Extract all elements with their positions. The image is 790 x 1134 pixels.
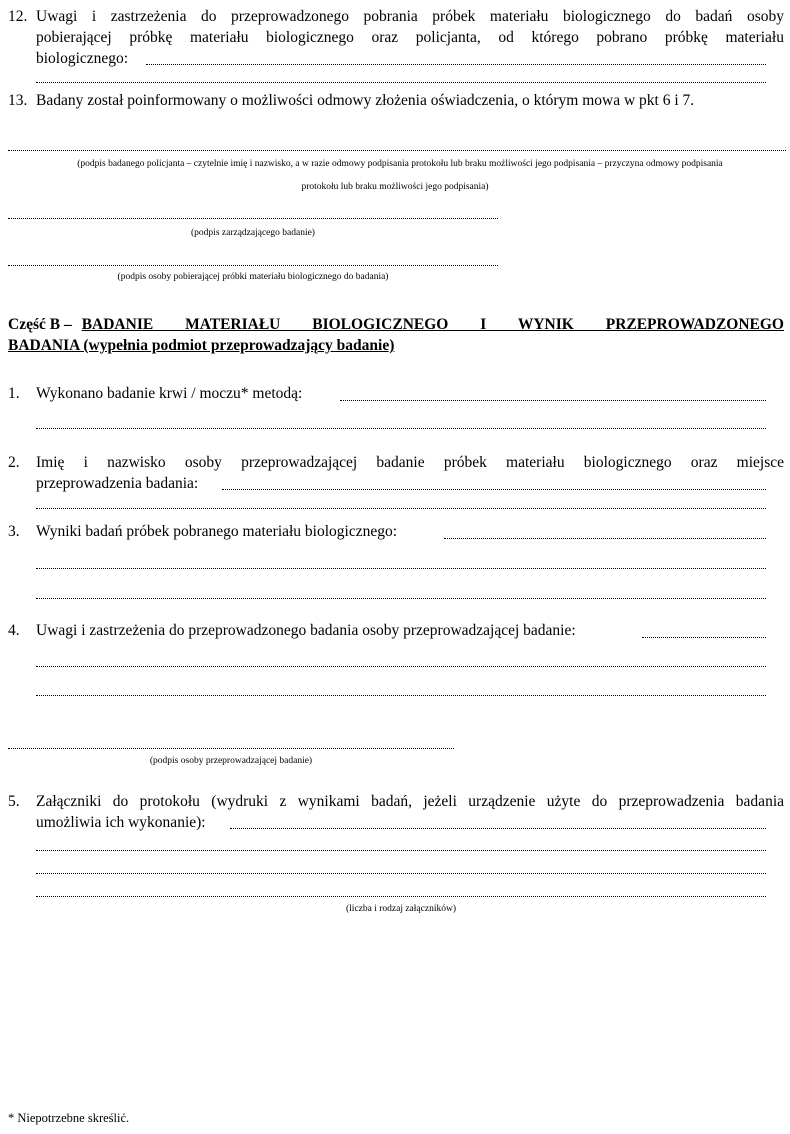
b-item-1-answer-line-2[interactable] (36, 428, 766, 429)
b-item-4-number: 4. (8, 622, 20, 639)
item-12-answer-line-1[interactable] (146, 64, 766, 65)
b-item-3-text: Wyniki badań próbek pobranego materiału biologicznego: (36, 523, 398, 540)
b-item-4-answer-line-2[interactable] (36, 666, 766, 667)
b-item-3-number: 3. (8, 523, 20, 540)
item-13-text: Badany został poinformowany o możliwości odmowy złożenia oświadczenia, o którym mowa w pkt 6 i 7. (36, 92, 695, 109)
b-item-1-text: Wykonano badanie krwi / moczu* metodą: (36, 385, 303, 402)
b-item-3-answer-line-1[interactable] (444, 538, 766, 539)
item-12-answer-line-2[interactable] (36, 82, 766, 83)
b-item-2-answer-line-2[interactable] (36, 508, 766, 509)
part-b-heading-line-2: BADANIA (wypełnia podmiot przeprowadzający badanie) (8, 337, 395, 354)
zarzadzajacy-signature-line[interactable] (8, 218, 498, 219)
b-item-5-line-2: umożliwia ich wykonanie): (36, 814, 206, 831)
b-item-2-number: 2. (8, 454, 20, 471)
item-12-line-1: Uwagi i zastrzeżenia do przeprowadzonego pobrania próbek materiału biologicznego do badań osoby (36, 8, 784, 25)
b-item-2-line-1: Imię i nazwisko osoby przeprowadzającej badanie próbek materiału biologicznego oraz miejsce (36, 454, 784, 471)
part-b-heading-title: BADANIE MATERIAŁU BIOLOGICZNEGO I WYNIK PRZEPROWADZONEGO (81, 316, 784, 333)
part-b-heading-line-1 (8, 314, 784, 335)
pobierajacy-signature-line[interactable] (8, 265, 498, 266)
b-item-2-answer-line-1[interactable] (222, 489, 766, 490)
footnote: * Niepotrzebne skreślić. (8, 1111, 130, 1125)
b-item-3-answer-line-3[interactable] (36, 598, 766, 599)
b-item-2-line-2: przeprowadzenia badania: (36, 475, 199, 492)
b-item-4-text: Uwagi i zastrzeżenia do przeprowadzonego badania osoby przeprowadzającej badanie: (36, 622, 576, 639)
item-12-line-3: biologicznego: (36, 50, 129, 67)
przeprowadzajacy-signature-caption: (podpis osoby przeprowadzającej badanie) (149, 756, 313, 766)
b-item-4-answer-line-1[interactable] (642, 637, 766, 638)
zarzadzajacy-signature-caption: (podpis zarządzającego badanie) (191, 228, 315, 238)
b-item-5-answer-line-4[interactable] (36, 896, 766, 897)
policjant-signature-caption-2: protokołu lub braku możliwości jego podpisania) (301, 182, 489, 192)
policjant-signature-line[interactable] (8, 150, 786, 151)
b-item-1-number: 1. (8, 385, 20, 402)
item-13-number: 13. (8, 92, 28, 109)
policjant-signature-caption-1: (podpis badanego policjanta – czytelnie imię i nazwisko, a w razie odmowy podpisania protokołu lub braku możliwości jego podpisania – przyczyna odmowy podpisania (77, 159, 723, 169)
attachments-caption: (liczba i rodzaj załączników) (346, 904, 456, 914)
item-12-line-2: pobierającej próbkę materiału biologicznego oraz policjanta, od którego pobrano próbkę materiału (36, 29, 784, 46)
b-item-5-answer-line-1[interactable] (230, 828, 766, 829)
b-item-5-number: 5. (8, 793, 20, 810)
item-12-number: 12. (8, 8, 28, 25)
pobierajacy-signature-caption: (podpis osoby pobierającej próbki materiału biologicznego do badania) (117, 272, 389, 282)
b-item-5-answer-line-2[interactable] (36, 850, 766, 851)
b-item-3-answer-line-2[interactable] (36, 568, 766, 569)
b-item-5-answer-line-3[interactable] (36, 873, 766, 874)
przeprowadzajacy-signature-line[interactable] (8, 748, 454, 749)
b-item-5-line-1: Załączniki do protokołu (wydruki z wynikami badań, jeżeli urządzenie użyte do przeprowadzenia badania (36, 793, 784, 810)
b-item-4-answer-line-3[interactable] (36, 695, 766, 696)
part-b-prefix: Część B – (8, 316, 72, 333)
b-item-1-answer-line-1[interactable] (340, 400, 766, 401)
